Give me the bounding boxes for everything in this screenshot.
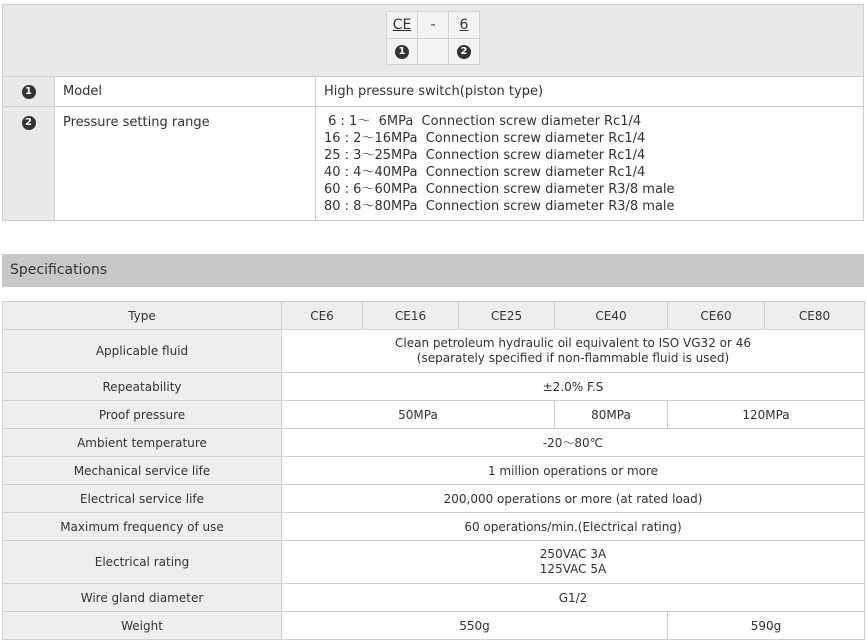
model-label: Model xyxy=(55,77,316,107)
electrical-rating-label: Electrical rating xyxy=(3,541,282,584)
proof-pressure-label: Proof pressure xyxy=(3,401,282,429)
wire-gland-label: Wire gland diameter xyxy=(3,584,282,612)
max-frequency-row xyxy=(3,513,865,541)
weight-value-1: 550g xyxy=(282,612,668,640)
electrical-rating-row xyxy=(3,541,865,584)
wire-gland-value: G1/2 xyxy=(282,584,865,612)
pressure-range-row xyxy=(3,107,864,221)
pressure-range-label: Pressure setting range xyxy=(55,107,316,221)
weight-row xyxy=(3,612,865,640)
electrical-rating-line1: 250VAC 3A xyxy=(539,547,607,561)
code-separator xyxy=(418,12,449,39)
type-ce16: CE16 xyxy=(363,302,459,330)
model-row xyxy=(3,77,864,107)
range-line: 6 : 1～ 6MPa Connection screw diameter Rc1/4 xyxy=(324,114,642,129)
proof-pressure-value-3: 120MPa xyxy=(668,401,865,429)
ambient-temperature-value: -20～80℃ xyxy=(282,429,865,457)
electrical-life-value: 200,000 operations or more (at rated load) xyxy=(282,485,865,513)
code-segment-1 xyxy=(387,12,418,39)
weight-label: Weight xyxy=(3,612,282,640)
mechanical-life-row xyxy=(3,457,865,485)
code-separator-text: - xyxy=(430,17,436,33)
type-ce60: CE60 xyxy=(668,302,765,330)
pressure-range-values xyxy=(316,107,864,221)
type-header-row xyxy=(3,302,865,330)
code-number-1-cell xyxy=(387,39,418,65)
model-code-header xyxy=(3,5,864,77)
fluid-row xyxy=(3,330,865,373)
code-segment-2 xyxy=(449,12,480,39)
code-empty-cell xyxy=(418,39,449,65)
specifications-table xyxy=(2,301,865,640)
fluid-label: Applicable fluid xyxy=(3,330,282,373)
model-code-grid xyxy=(386,11,480,65)
type-label: Type xyxy=(3,302,282,330)
model-value: High pressure switch(piston type) xyxy=(316,77,864,107)
proof-pressure-value-2: 80MPa xyxy=(555,401,668,429)
type-ce40: CE40 xyxy=(555,302,668,330)
ambient-temperature-label: Ambient temperature xyxy=(3,429,282,457)
number-badge-1: 1 xyxy=(22,85,36,99)
fluid-value xyxy=(282,330,865,373)
model-code-table xyxy=(2,4,864,221)
repeatability-label: Repeatability xyxy=(3,373,282,401)
proof-pressure-row xyxy=(3,401,865,429)
ambient-temperature-row xyxy=(3,429,865,457)
weight-value-2: 590g xyxy=(668,612,865,640)
repeatability-row xyxy=(3,373,865,401)
code-segment-1-text: CE xyxy=(392,17,412,33)
number-badge-2: 2 xyxy=(22,116,36,130)
electrical-rating-value xyxy=(282,541,865,584)
fluid-value-line1: Clean petroleum hydraulic oil equivalent to ISO VG32 or 46 xyxy=(395,336,751,350)
fluid-value-line2: (separately specified if non-flammable fluid is used) xyxy=(416,351,730,365)
pressure-range-number-cell xyxy=(3,107,55,221)
type-ce25: CE25 xyxy=(459,302,555,330)
max-frequency-value: 60 operations/min.(Electrical rating) xyxy=(282,513,865,541)
range-line: 25 : 3～25MPa Connection screw diameter Rc1/4 xyxy=(324,148,646,163)
mechanical-life-value: 1 million operations or more xyxy=(282,457,865,485)
type-ce80: CE80 xyxy=(765,302,865,330)
range-line: 40 : 4～40MPa Connection screw diameter Rc1/4 xyxy=(324,165,646,180)
wire-gland-row xyxy=(3,584,865,612)
mechanical-life-label: Mechanical service life xyxy=(3,457,282,485)
code-number-2-cell xyxy=(449,39,480,65)
number-badge-2: 2 xyxy=(457,45,471,59)
proof-pressure-value-1: 50MPa xyxy=(282,401,555,429)
max-frequency-label: Maximum frequency of use xyxy=(3,513,282,541)
range-line: 16 : 2～16MPa Connection screw diameter Rc1/4 xyxy=(324,131,646,146)
specifications-heading: Specifications xyxy=(2,254,864,287)
electrical-rating-line2: 125VAC 5A xyxy=(539,562,607,576)
range-line: 60 : 6～60MPa Connection screw diameter R3/8 male xyxy=(324,182,675,197)
electrical-life-label: Electrical service life xyxy=(3,485,282,513)
type-ce6: CE6 xyxy=(282,302,363,330)
range-line: 80 : 8～80MPa Connection screw diameter R3/8 male xyxy=(324,199,675,214)
number-badge-1: 1 xyxy=(395,45,409,59)
electrical-life-row xyxy=(3,485,865,513)
model-row-number-cell xyxy=(3,77,55,107)
code-segment-2-text: 6 xyxy=(459,17,469,33)
repeatability-value: ±2.0% F.S xyxy=(282,373,865,401)
